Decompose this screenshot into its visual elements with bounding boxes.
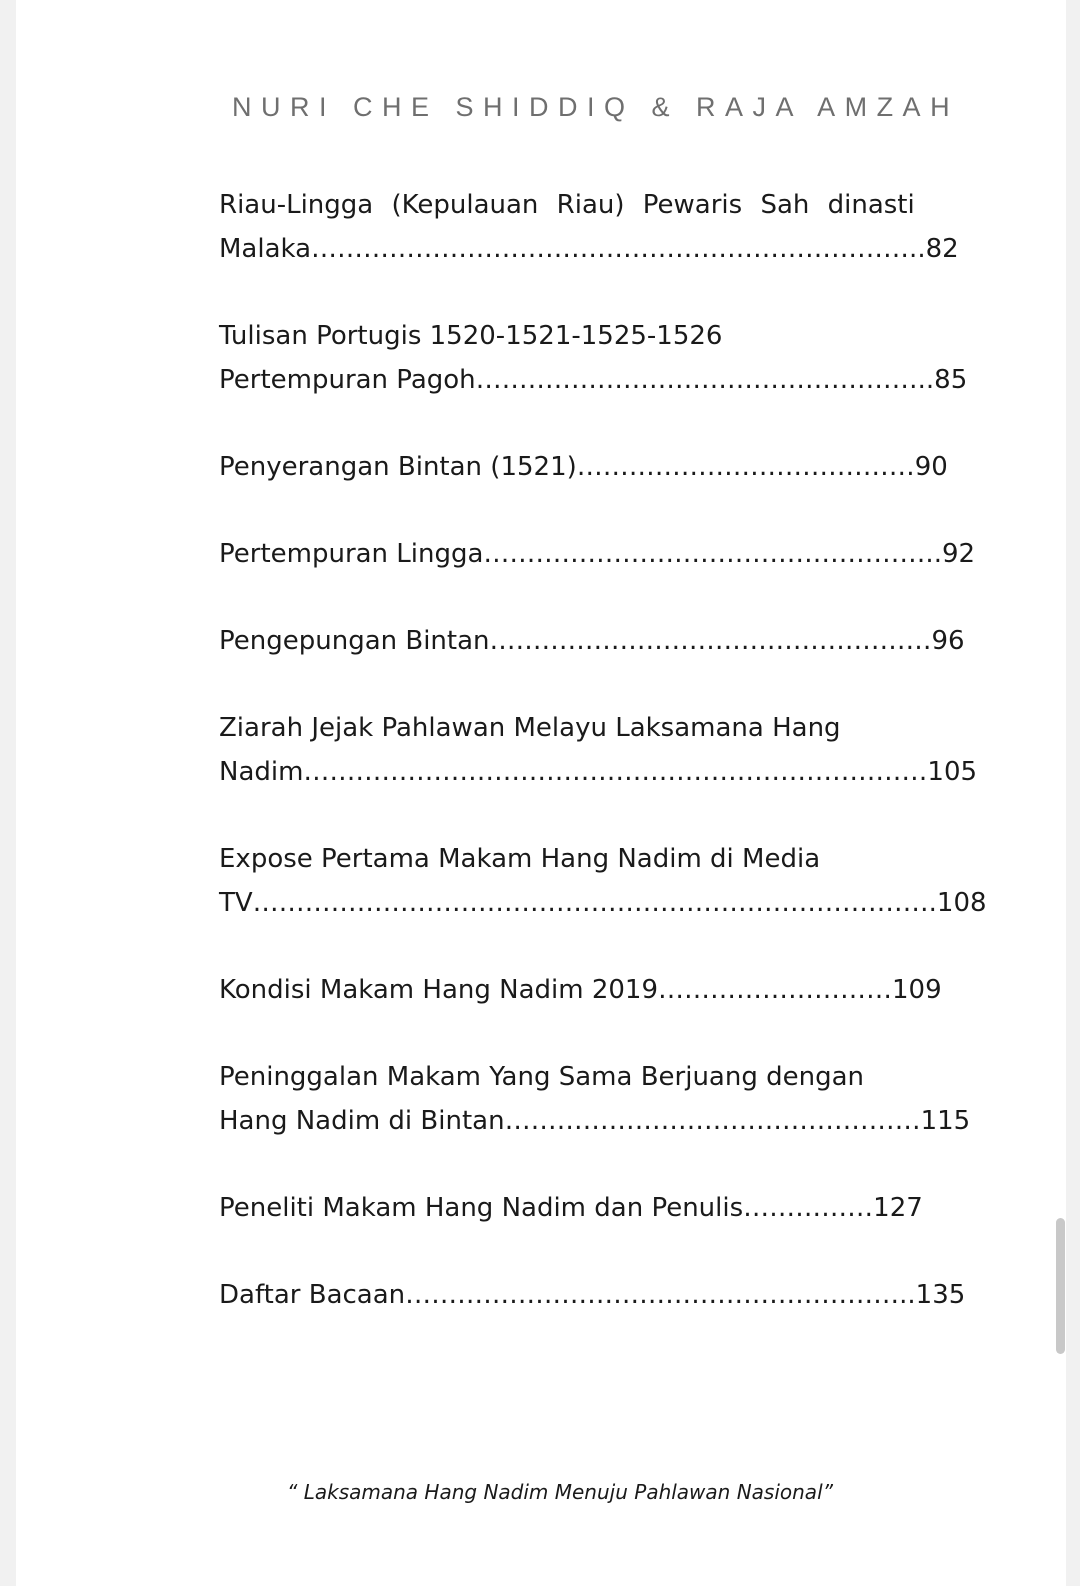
footer-quote: “ Laksamana Hang Nadim Menuju Pahlawan Nasional”	[287, 1480, 833, 1504]
toc-entry-line: Pengepungan Bintan……………………………………………96	[219, 626, 965, 656]
toc-entry	[219, 532, 976, 576]
toc-entry	[219, 837, 987, 925]
table-of-contents	[219, 183, 987, 1360]
toc-entry	[219, 314, 968, 402]
toc-entry-line: TV…………………………………………………………………….108	[219, 888, 987, 918]
toc-entry	[219, 1273, 966, 1317]
toc-entry-line: Pertempuran Lingga……………………………………………..92	[219, 539, 976, 569]
toc-entry	[219, 968, 942, 1012]
toc-entry-line: Hang Nadim di Bintan…………………………………………115	[219, 1106, 971, 1136]
toc-entry-line: Peninggalan Makam Yang Sama Berjuang dengan	[219, 1062, 864, 1092]
toc-entry	[219, 706, 978, 794]
toc-entry-line: Nadim………………………………………………………………105	[219, 757, 978, 787]
toc-entry	[219, 619, 965, 663]
running-header-text: NURI CHE SHIDDIQ & RAJA AMZAH	[232, 92, 960, 122]
toc-entry-line: Expose Pertama Makam Hang Nadim di Media	[219, 844, 821, 874]
toc-entry	[219, 183, 959, 271]
toc-entry-line: Daftar Bacaan…………………………………………………..135	[219, 1280, 966, 1310]
toc-entry-line: Kondisi Makam Hang Nadim 2019………………………109	[219, 975, 942, 1005]
toc-entry-line: Riau-Lingga (Kepulauan Riau) Pewaris Sah dinasti	[219, 190, 915, 220]
toc-entry-line: Malaka……………………………………………………………..82	[219, 234, 959, 264]
toc-entry-line: Ziarah Jejak Pahlawan Melayu Laksamana Hang	[219, 713, 841, 743]
toc-entry-line: Penyerangan Bintan (1521)…………………………………90	[219, 452, 948, 482]
toc-entry-line: Peneliti Makam Hang Nadim dan Penulis……………127	[219, 1193, 923, 1223]
toc-entry	[219, 1186, 923, 1230]
scrollbar-thumb[interactable]	[1056, 1218, 1065, 1354]
document-page	[16, 0, 1066, 1586]
toc-entry-line: Tulisan Portugis 1520-1521-1525-1526	[219, 321, 723, 351]
toc-entry	[219, 445, 948, 489]
toc-entry-line: Pertempuran Pagoh……………………………………………..85	[219, 365, 968, 395]
toc-entry	[219, 1055, 971, 1143]
running-header	[232, 92, 959, 123]
